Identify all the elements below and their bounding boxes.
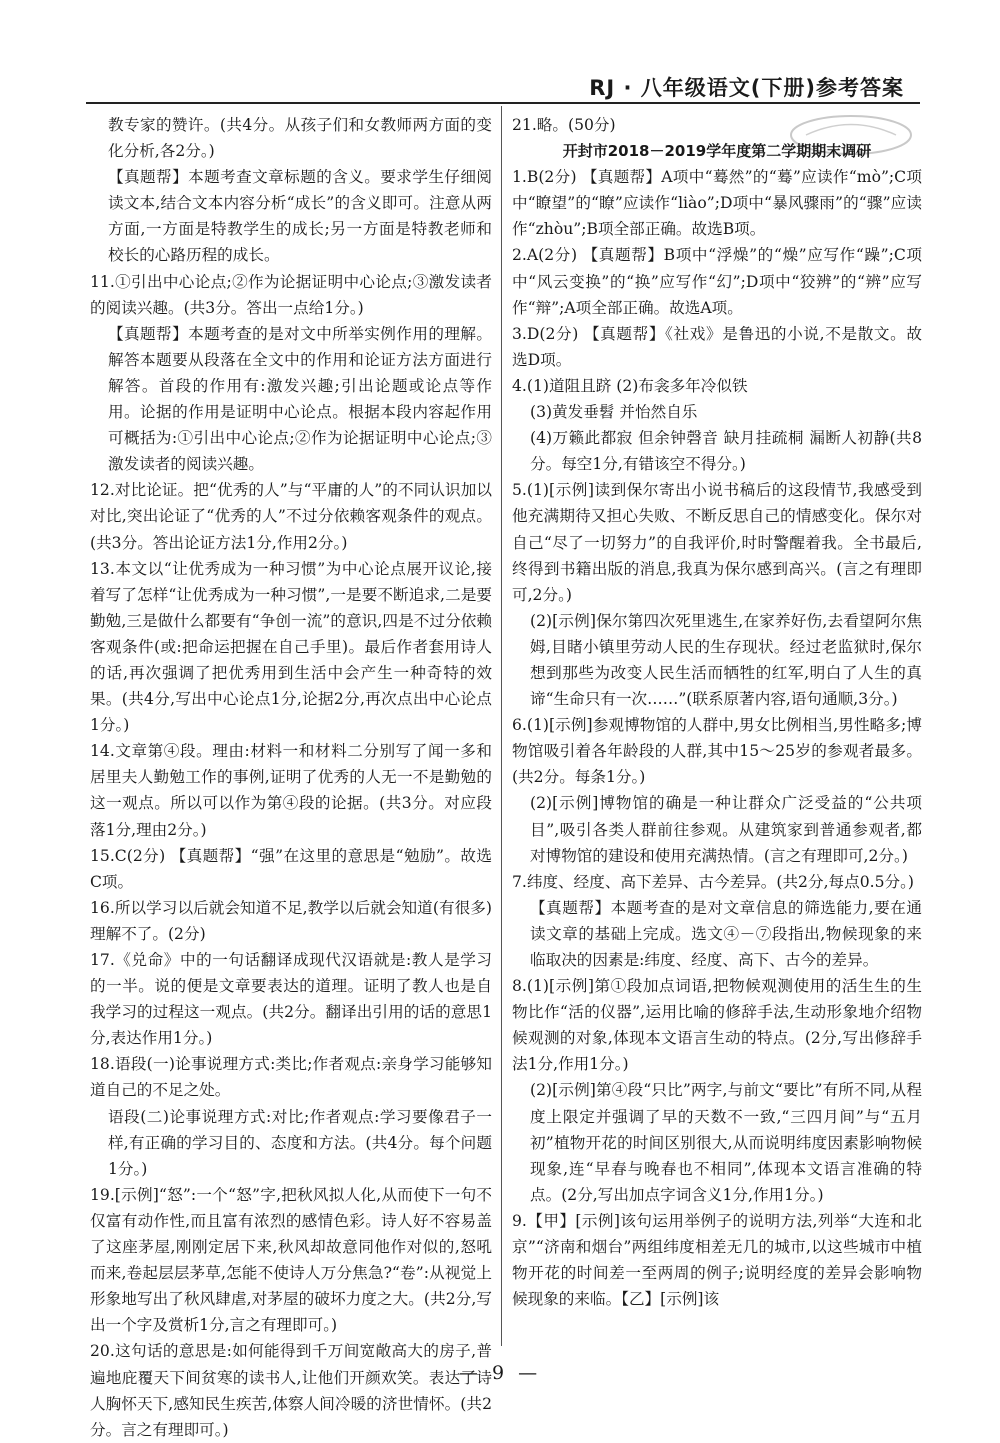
answer-paragraph: (3)黄发垂髫 并怡然自乐 bbox=[530, 403, 698, 422]
answer-paragraph: 9.【甲】[示例]该句运用举例子的说明方法,列举“大连和北京”“济南和烟台”两组纬度相差无几的城市,以这些城市中植物开花的时间差一至两周的例子;说明经度的差异会影响物候现象的来临。【乙】[示例]该 bbox=[512, 1211, 922, 1309]
answer-paragraph: 17.《兑命》中的一句话翻译成现代汉语就是:教人是学习的一半。说的便是文章要表达的道理。证明了教人也是自我学习的过程这一观点。(共2分。翻译出引用的话的意思1分,表达作用1分。) bbox=[90, 951, 492, 1048]
answer-paragraph: 14.文章第④段。理由:材料一和材料二分别写了闻一多和居里夫人勤勉工作的事例,证明了优秀的人无一不是勤勉的这一观点。所以可以作为第④段的论据。(共3分。对应段落1分,理由2分。) bbox=[90, 742, 492, 839]
answer-paragraph: (4)万籁此都寂 但余钟磬音 缺月挂疏桐 漏断人初静(共8分。每空1分,有错该空不得分。) bbox=[530, 429, 922, 474]
header-rule bbox=[86, 102, 920, 104]
answer-paragraph: 3.D(2分) 【真题帮】《社戏》是鲁迅的小说,不是散文。故选D项。 bbox=[512, 324, 922, 369]
answer-paragraph: 5.(1)[示例]读到保尔寄出小说书稿后的这段情节,我感受到他充满期待又担心失败、不断反思自己的情感变化。保尔对自己“尽了一切努力”的自我评价,时时警醒着我。全书最后,终得到书籍出版的消息,我真为保尔感到高兴。(言之有理即可,2分。) bbox=[512, 481, 922, 604]
answer-paragraph: 20.这句话的意思是:如何能得到千万间宽敞高大的房子,普遍地庇覆天下间贫寒的读书人,让他们开颜欢笑。表达了诗人胸怀天下,感知民生疾苦,体察人间冷暖的济世情怀。(共2分。言之有理即可。) bbox=[90, 1342, 492, 1439]
answer-paragraph: 7.纬度、经度、高下差异、古今差异。(共2分,每点0.5分。) bbox=[512, 872, 914, 891]
page-number: — 9 — bbox=[458, 1362, 542, 1384]
answer-paragraph: 1.B(2分) 【真题帮】A项中“蓦然”的“蓦”应读作“mò”;C项中“瞭望”的“瞭”应读作“liào”;D项中“暴风骤雨”的“骤”应读作“zhòu”;B项全部正确。故选B项。 bbox=[512, 168, 922, 239]
column-divider bbox=[501, 106, 502, 1346]
answer-paragraph: 【真题帮】本题考查的是对文章信息的筛选能力,要在通读文章的基础上完成。选文④－⑦段指出,物候现象的来临取决的因素是:纬度、经度、高下、古今的差异。 bbox=[530, 898, 922, 969]
answer-paragraph: 12.对比论证。把“优秀的人”与“平庸的人”的不同认识加以对比,突出论证了“优秀的人”不过分依赖客观条件的观点。(共3分。答出论证方法1分,作用2分。) bbox=[90, 481, 492, 552]
right-column bbox=[512, 112, 922, 1348]
answer-paragraph: 15.C(2分) 【真题帮】“强”在这里的意思是“勉励”。故选C项。 bbox=[90, 846, 492, 891]
answer-paragraph: 语段(二)论事说理方式:对比;作者观点:学习要像君子一样,有正确的学习目的、态度和方法。(共4分。每个问题1分。) bbox=[108, 1107, 492, 1178]
answer-paragraph: 【真题帮】本题考查文章标题的含义。要求学生仔细阅读文本,结合文本内容分析“成长”的含义即可。注意从两方面,一方面是特教学生的成长;另一方面是特教老师和校长的心路历程的成长。 bbox=[108, 168, 492, 265]
answer-paragraph: 18.语段(一)论事说理方式:类比;作者观点:亲身学习能够知道自己的不足之处。 bbox=[90, 1055, 492, 1100]
answer-paragraph: 11.①引出中心论点;②作为论据证明中心论点;③激发读者的阅读兴趣。(共3分。答出一点给1分。) bbox=[90, 272, 492, 317]
answer-paragraph: 19.[示例]“怒”:一个“怒”字,把秋风拟人化,从而使下一句不仅富有动作性,而且富有浓烈的感情色彩。诗人好不容易盖了这座茅屋,刚刚定居下来,秋风却故意同他作对似的,怒吼而来,卷起层层茅草,怎能不使诗人万分焦急?“卷”:从视觉上形象地写出了秋风肆虐,对茅屋的破坏力度之大。(共2分,写出一个字及赏析1分,言之有理即可。) bbox=[90, 1185, 492, 1335]
answer-paragraph: 8.(1)[示例]第①段加点词语,把物候观测使用的活生生的生物比作“活的仪器”,运用比喻的修辞手法,生动形象地介绍物候观测的对象,体现本文语言生动的特点。(2分,写出修辞手法1分,作用1分。) bbox=[512, 977, 922, 1074]
answer-paragraph: (2)[示例]博物馆的确是一种让群众广泛受益的“公共项目”,吸引各类人群前往参观。从建筑家到普通参观者,都对博物馆的建设和使用充满热情。(言之有理即可,2分。) bbox=[530, 794, 922, 865]
left-column bbox=[90, 112, 492, 1439]
answer-paragraph: 教专家的赞许。(共4分。从孩子们和女教师两方面的变化分析,各2分。) bbox=[108, 116, 492, 161]
answer-paragraph: 4.(1)道阻且跻 (2)布衾多年冷似铁 bbox=[512, 376, 748, 395]
answer-item-21: 21.略。(50分) bbox=[512, 116, 616, 134]
answer-paragraph: 2.A(2分) 【真题帮】B项中“浮燥”的“燥”应写作“躁”;C项中“风云变换”的“换”应写作“幻”;D项中“狡辨”的“辨”应写作“辩”;A项全部正确。故选A项。 bbox=[512, 246, 922, 317]
answer-paragraph: 【真题帮】本题考查的是对文中所举实例作用的理解。解答本题要从段落在全文中的作用和论证方法方面进行解答。首段的作用有:激发兴趣;引出论题或论点等作用。论据的作用是证明中心论点。根据本段内容起作用可概括为:①引出中心论点;②作为论据证明中心论点;③激发读者的阅读兴趣。 bbox=[108, 324, 492, 474]
right-answer-list bbox=[512, 164, 922, 1312]
answer-paragraph: (2)[示例]第④段“只比”两字,与前文“要比”有所不同,从程度上限定并强调了早的天数不一致,“三四月间”与“五月初”植物开花的时间区别很大,从而说明纬度因素影响物候现象,连“早春与晚春也不相同”,体现本文语言准确的特点。(2分,写出加点字词含义1分,作用1分。) bbox=[530, 1081, 922, 1204]
section-title: 开封市2018－2019学年度第二学期期末调研 bbox=[562, 142, 872, 161]
answer-paragraph: 13.本文以“让优秀成为一种习惯”为中心论点展开议论,接着写了怎样“让优秀成为一种习惯”,一是要不断追求,二是要勤勉,三是做什么都要有“争创一流”的意识,四是不过分依赖客观条件(或:把命运把握在自己手里)。最后作者套用诗人的话,再次强调了把优秀用到生活中会产生一种奇特的效果。(共4分,写出中心论点1分,论据2分,再次点出中心论点1分。) bbox=[90, 559, 492, 735]
answer-paragraph: (2)[示例]保尔第四次死里逃生,在家养好伤,去看望阿尔焦姆,目睹小镇里劳动人民的生存现状。经过老监狱时,保尔想到那些为改变人民生活而牺牲的红军,明白了人生的真谛“生命只有一次……”(联系原著内容,语句通顺,3分。) bbox=[530, 611, 922, 709]
answer-paragraph: 6.(1)[示例]参观博物馆的人群中,男女比例相当,男性略多;博物馆吸引着各年龄段的人群,其中15～25岁的参观者最多。(共2分。每条1分。) bbox=[512, 716, 922, 787]
answer-paragraph: 16.所以学习以后就会知道不足,教学以后就会知道(有很多)理解不了。(2分) bbox=[90, 898, 492, 943]
page-header-title: RJ · 八年级语文(下册)参考答案 bbox=[589, 76, 904, 100]
